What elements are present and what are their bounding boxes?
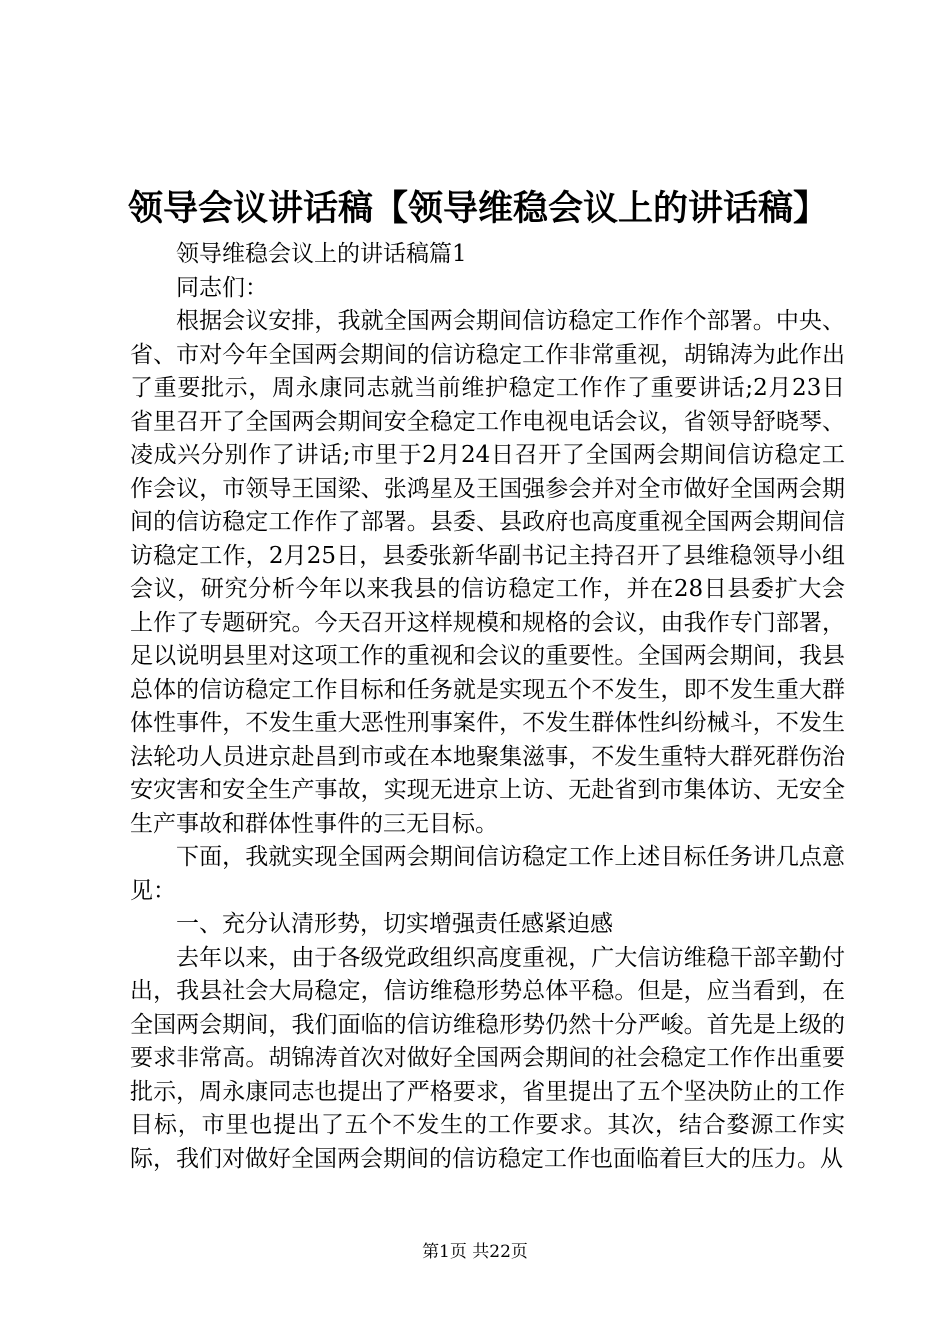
salutation: 同志们： <box>176 274 268 301</box>
section-heading: 领导维稳会议上的讲话稿篇1 <box>176 241 467 267</box>
body-paragraph: 根据会议安排，我就全国两会期间信访稳定工作作个部署。中央、省、市对今年全国两会期间的信访稳定工作非常重视，胡锦涛为此作出了重要批示，周永康同志就当前维护稳定工作作了重要讲话;2月23日省里召开了全国两会期间安全稳定工作电视电话会议，省领导舒晓琴、凌成兴分别作了讲话;市里于2月24日召开了全国两会期间信访稳定工作会议，市领导王国梁、张鸿星及王国强参会并对全市做好全国两会期间的信访稳定工作作了部署。县委、县政府也高度重视全国两会期间信访稳定工作，2月25日，县委张新华副书记主持召开了县维稳领导小组会议，研究分析今年以来我县的信访稳定工作，并在28日县委扩大会上作了专题研究。今天召开这样规模和规格的会议，由我作专门部署，足以说明县里对这项工作的重视和会议的重要性。全国两会期间，我县总体的信访稳定工作目标和任务就是实现五个不发生，即不发生重大群体性事件，不发生重大恶性刑事案件，不发生群体性纠纷械斗，不发生法轮功人员进京赴昌到市或在本地聚集滋事，不发生重特大群死群伤治安灾害和安全生产事故，实现无进京上访、无赴省到市集体访、无安全生产事故和群体性事件的三无目标。 <box>130 308 845 837</box>
page-number-footer: 第1页 共22页 <box>422 1242 528 1262</box>
body-paragraph: 下面，我就实现全国两会期间信访稳定工作上述目标任务讲几点意见： <box>130 844 845 904</box>
body-paragraph: 去年以来，由于各级党政组织高度重视，广大信访维稳干部辛勤付出，我县社会大局稳定，信访维稳形势总体平稳。但是，应当看到，在全国两会期间，我们面临的信访维稳形势仍然十分严峻。首先是上级的要求非常高。胡锦涛首次对做好全国两会期间的社会稳定工作作出重要批示，周永康同志也提出了严格要求，省里提出了五个坚决防止的工作目标，市里也提出了五个不发生的工作要求。其次，结合婺源工作实际，我们对做好全国两会期间的信访稳定工作也面临着巨大的压力。从 <box>130 944 845 1172</box>
document-body <box>130 238 845 1176</box>
document-title: 领导会议讲话稿【领导维稳会议上的讲话稿】 <box>128 188 829 229</box>
section-subheading: 一、充分认清形势，切实增强责任感紧迫感 <box>176 911 613 937</box>
